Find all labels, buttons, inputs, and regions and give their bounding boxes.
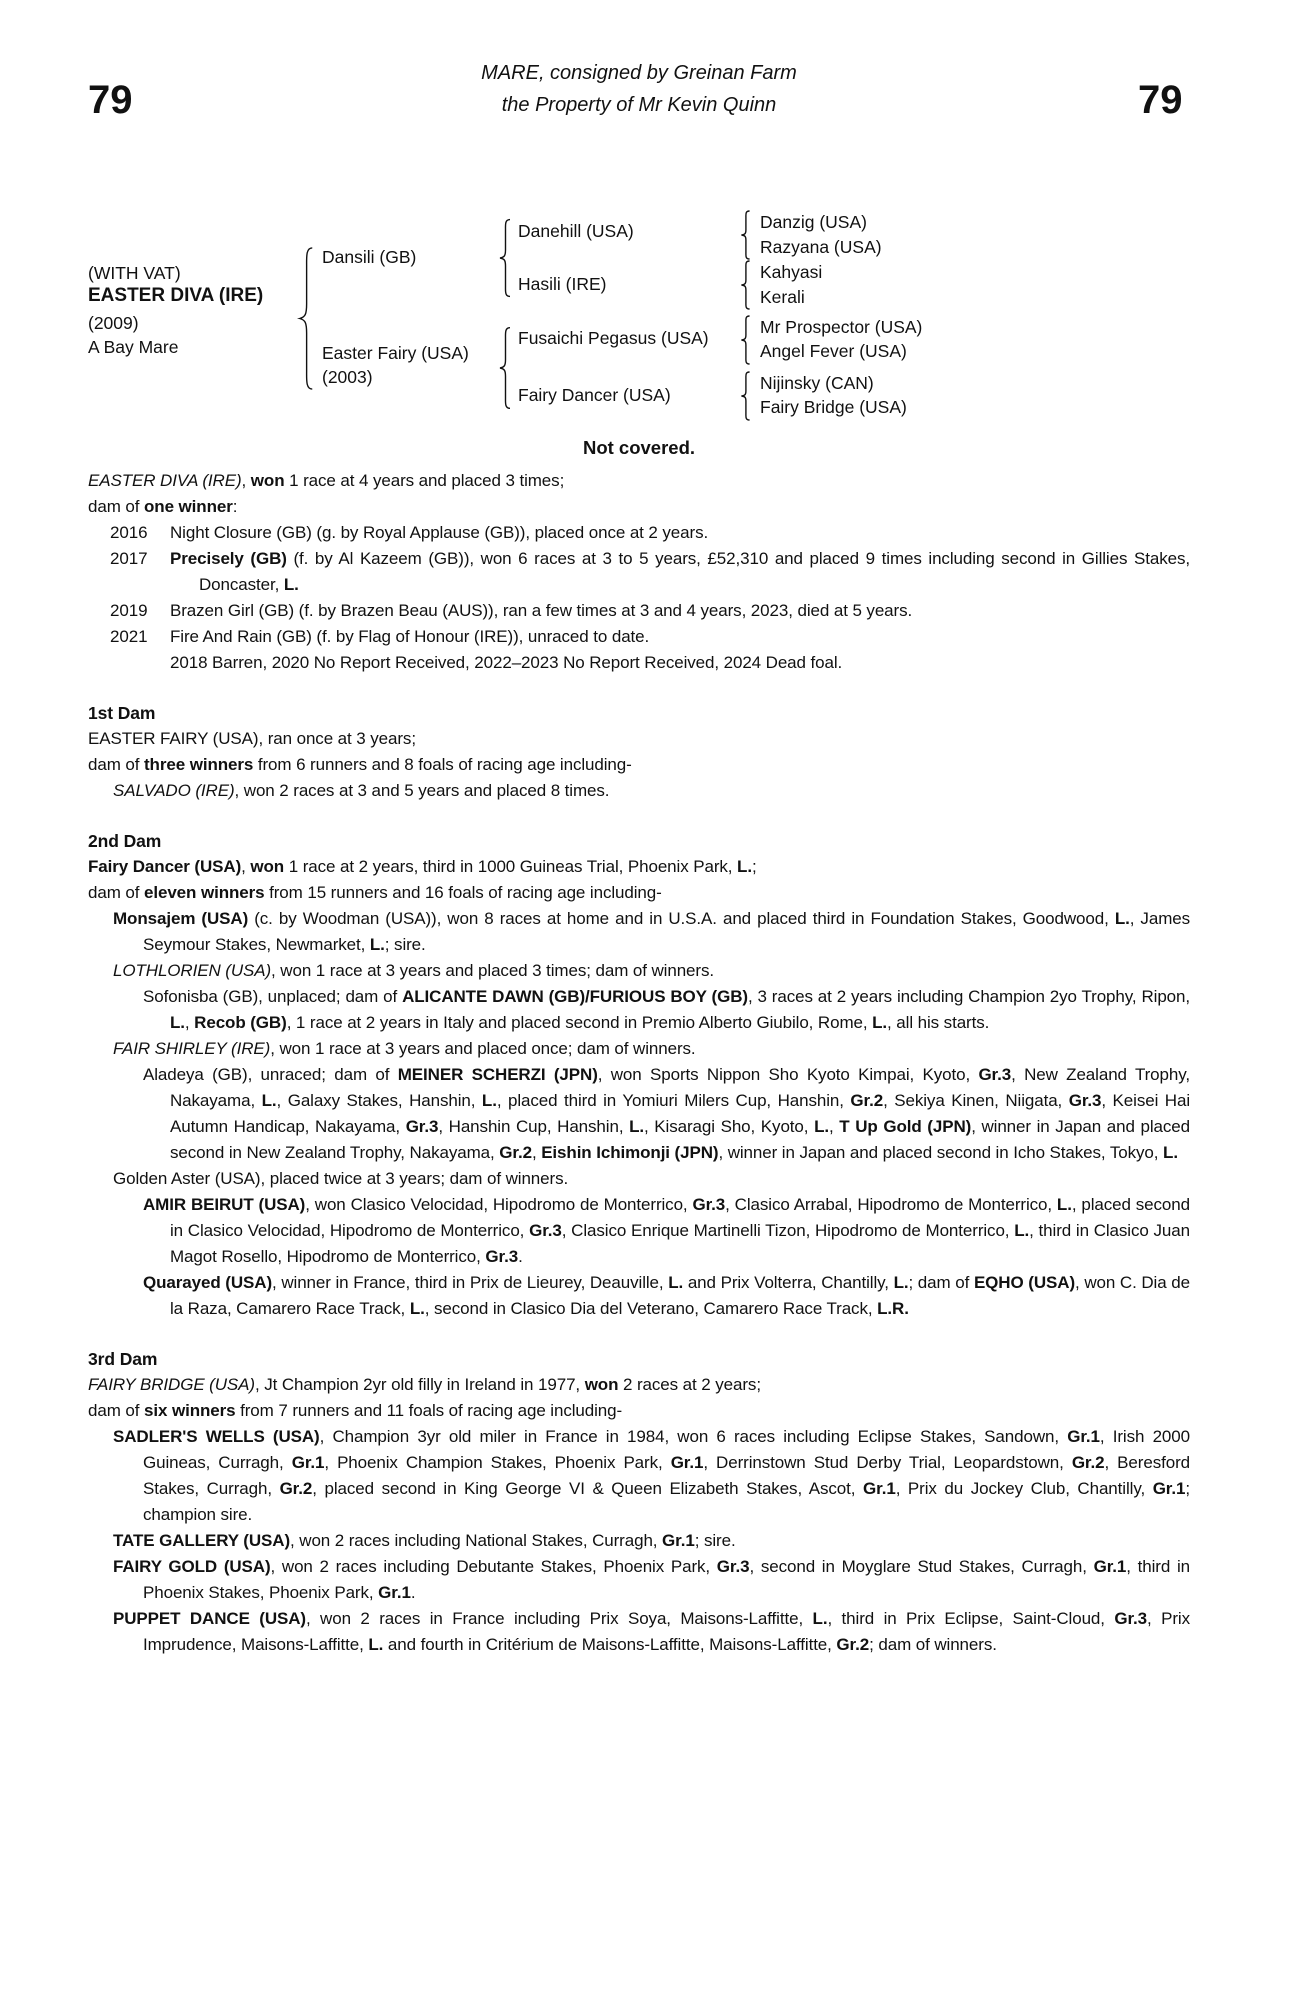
text-run: ; champion sire.	[143, 1479, 1190, 1524]
text-run: FAIRY GOLD (USA)	[113, 1557, 271, 1576]
text-run: , Clasico Arrabal, Hipodromo de Monterrico,	[725, 1195, 1057, 1214]
text-run: Golden Aster (USA), placed twice at 3 years; dam of winners.	[113, 1169, 569, 1188]
horse-year-foaled: (2009)	[88, 313, 139, 333]
text-run: FAIR SHIRLEY (IRE)	[113, 1039, 271, 1058]
text-run: Quarayed (USA)	[143, 1273, 273, 1292]
section-heading	[88, 1346, 1190, 1372]
text-run: Gr.3	[978, 1065, 1012, 1084]
text-run: , second in Moyglare Stud Stakes, Curragh,	[749, 1557, 1094, 1576]
text-run: , placed second in King George VI & Queen Elizabeth Stakes, Ascot,	[312, 1479, 863, 1498]
text-run: Gr.2	[1071, 1453, 1105, 1472]
sire-sire-name: Danehill (USA)	[518, 221, 634, 241]
text-run: , Kisaragi Sho, Kyoto,	[644, 1117, 815, 1136]
text-run: Eishin Ichimonji (JPN)	[541, 1143, 719, 1162]
text-run: from 7 runners and 11 foals of racing age including-	[235, 1401, 623, 1420]
pedigree-brace-icon	[296, 245, 316, 392]
pedigree-brace-icon	[739, 260, 752, 310]
text-run: L.	[737, 857, 752, 876]
text-run: , won 1 race at 3 years and placed once; dam of winners.	[270, 1039, 696, 1058]
ancestor-name: Fairy Bridge (USA)	[760, 397, 907, 417]
text-run: , third in Phoenix Stakes, Phoenix Park,	[143, 1557, 1190, 1602]
ancestor-name: Danzig (USA)	[760, 212, 867, 232]
text-run: PUPPET DANCE (USA)	[113, 1609, 306, 1628]
dam-sire-name: Fusaichi Pegasus (USA)	[518, 328, 709, 348]
catalogue-paragraph	[88, 1424, 1190, 1528]
text-run: , Irish 2000 Guineas, Curragh,	[143, 1427, 1190, 1472]
text-run: , won 2 races in France including Prix Soya, Maisons-Laffitte,	[305, 1609, 813, 1628]
text-run: , winner in Japan and placed second in New Zealand Trophy, Nakayama,	[170, 1117, 1190, 1162]
text-run: Fairy Dancer (USA)	[88, 857, 242, 876]
ancestor-name: Razyana (USA)	[760, 237, 882, 257]
text-run: ,	[531, 1143, 542, 1162]
ancestor-name: Nijinsky (CAN)	[760, 373, 874, 393]
text-run: LOTHLORIEN (USA)	[113, 961, 272, 980]
text-run: , placed second in Clasico Velocidad, Hipodromo de Monterrico,	[170, 1195, 1190, 1240]
catalogue-paragraph	[88, 906, 1190, 958]
catalogue-paragraph	[88, 1036, 1190, 1062]
text-run: , Jt Champion 2yr old filly in Ireland in 1977,	[254, 1375, 585, 1394]
dam-dam-name: Fairy Dancer (USA)	[518, 385, 671, 405]
text-run: Gr.1	[1067, 1427, 1100, 1446]
pedigree-brace-icon	[739, 315, 752, 365]
text-run: Gr.3	[692, 1195, 726, 1214]
text-run: , Galaxy Stakes, Hanshin,	[276, 1091, 482, 1110]
produce-record-row	[88, 624, 1190, 650]
text-run: L.	[261, 1091, 277, 1110]
text-run: L.	[1056, 1195, 1072, 1214]
text-run: L.	[1114, 909, 1130, 928]
covering-status: Not covered.	[582, 437, 696, 458]
ancestor-name: Kahyasi	[760, 262, 823, 282]
pedigree-brace-icon	[739, 371, 752, 421]
text-run: 2nd Dam	[88, 831, 162, 851]
text-run: dam of	[88, 497, 144, 516]
catalogue-paragraph	[88, 1554, 1190, 1606]
text-run: Gr.2	[499, 1143, 532, 1162]
text-run: Night Closure (GB) (g. by Royal Applause (GB)), placed once at 2 years.	[170, 523, 709, 542]
text-run: L.	[369, 935, 385, 954]
text-run: , won 2 races including National Stakes, Curragh,	[290, 1531, 663, 1550]
catalogue-paragraph	[88, 1166, 1190, 1192]
text-run: , third in Prix Eclipse, Saint-Cloud,	[827, 1609, 1115, 1628]
text-run: .	[410, 1583, 416, 1602]
text-run: Fire And Rain (GB) (f. by Flag of Honour (IRE)), unraced to date.	[170, 627, 650, 646]
text-run: dam of	[88, 883, 144, 902]
text-run: ALICANTE DAWN (GB)/FURIOUS BOY (GB)	[402, 987, 748, 1006]
text-run: EQHO (USA)	[973, 1273, 1076, 1292]
text-run: ; dam of	[908, 1273, 974, 1292]
text-run: 1st Dam	[88, 703, 156, 723]
text-run: , third in Clasico Juan Magot Rosello, Hipodromo de Monterrico,	[170, 1221, 1190, 1266]
text-run: eleven winners	[144, 883, 265, 902]
catalogue-paragraph	[88, 778, 1190, 804]
text-run: Gr.1	[863, 1479, 896, 1498]
text-run: , won C. Dia de la Raza, Camarero Race Track,	[170, 1273, 1190, 1318]
text-run: dam of	[88, 1401, 144, 1420]
pedigree-brace-icon	[497, 326, 513, 410]
catalogue-paragraph	[88, 1606, 1190, 1658]
text-run: L.	[481, 1091, 497, 1110]
text-run: TATE GALLERY (USA)	[113, 1531, 291, 1550]
text-run: ,	[184, 1013, 195, 1032]
text-run: , 3 races at 2 years including Champion 2yo Trophy, Ripon,	[747, 987, 1191, 1006]
horse-name: EASTER DIVA (IRE)	[88, 285, 264, 306]
text-run: T Up Gold (JPN)	[839, 1117, 972, 1136]
text-run: Gr.2	[850, 1091, 884, 1110]
section-heading	[88, 700, 1190, 726]
text-run: , won Sports Nippon Sho Kyoto Kimpai, Kyoto,	[597, 1065, 979, 1084]
text-run: L.	[872, 1013, 888, 1032]
text-run: ; sire.	[694, 1531, 736, 1550]
produce-record-row	[88, 520, 1190, 546]
section-heading	[88, 828, 1190, 854]
text-run: Gr.3	[1068, 1091, 1102, 1110]
text-run: , Prix Imprudence, Maisons-Laffitte,	[143, 1609, 1190, 1654]
text-run: L.	[812, 1609, 828, 1628]
vat-note: (WITH VAT)	[88, 263, 181, 283]
text-run: from 6 runners and 8 foals of racing age including-	[253, 755, 632, 774]
catalogue-paragraph	[88, 650, 1190, 676]
text-run: Gr.1	[378, 1583, 411, 1602]
lot-number-right: 79	[1138, 78, 1183, 122]
text-run: AMIR BEIRUT (USA)	[143, 1195, 306, 1214]
sire-name: Dansili (GB)	[322, 247, 417, 267]
ancestor-name: Kerali	[760, 287, 805, 307]
text-run: L.R.	[877, 1299, 909, 1318]
horse-description: A Bay Mare	[88, 337, 179, 357]
text-run: L.	[368, 1635, 384, 1654]
foal-year: 2017	[110, 549, 148, 568]
pedigree-brace-icon	[497, 218, 513, 298]
text-run: Brazen Girl (GB) (f. by Brazen Beau (AUS)), ran a few times at 3 and 4 years, 2023, died at 5 years.	[170, 601, 913, 620]
catalogue-paragraph	[88, 1372, 1190, 1398]
text-run: , New Zealand Trophy, Nakayama,	[170, 1065, 1190, 1110]
text-run: Gr.3	[716, 1557, 750, 1576]
text-run: Gr.3	[485, 1247, 519, 1266]
sire-dam-name: Hasili (IRE)	[518, 274, 607, 294]
text-run: , 1 race at 2 years in Italy and placed second in Premio Alberto Giubilo, Rome,	[286, 1013, 873, 1032]
catalogue-paragraph	[88, 880, 1190, 906]
text-run: 2018 Barren, 2020 No Report Received, 2022–2023 No Report Received, 2024 Dead foal.	[170, 653, 843, 672]
text-run: , Beresford Stakes, Curragh,	[143, 1453, 1190, 1498]
catalogue-paragraph	[88, 1270, 1190, 1322]
text-run: L.	[283, 575, 299, 594]
text-run: MEINER SCHERZI (JPN)	[397, 1065, 598, 1084]
text-run: L.	[893, 1273, 909, 1292]
text-run: L.	[170, 1013, 185, 1032]
text-run: L.	[409, 1299, 425, 1318]
text-run: .	[518, 1247, 523, 1266]
text-run: , Keisei Hai Autumn Handicap, Nakayama,	[170, 1091, 1191, 1136]
catalogue-paragraph	[88, 984, 1190, 1036]
text-run: (c. by Woodman (USA)), won 8 races at home and in U.S.A. and placed third in Foundation Stakes, Goodwood,	[248, 909, 1115, 928]
text-run: , Phoenix Champion Stakes, Phoenix Park,	[324, 1453, 671, 1472]
text-run: , James Seymour Stakes, Newmarket,	[143, 909, 1191, 954]
text-run: 3rd Dam	[88, 1349, 158, 1369]
text-run: , winner in France, third in Prix de Lieurey, Deauville,	[272, 1273, 669, 1292]
text-run: , winner in Japan and placed second in Icho Stakes, Tokyo,	[718, 1143, 1164, 1162]
text-run: , Hanshin Cup, Hanshin,	[438, 1117, 630, 1136]
catalogue-paragraph	[88, 1192, 1190, 1270]
ancestor-name: Mr Prospector (USA)	[760, 317, 923, 337]
text-run: and Prix Volterra, Chantilly,	[683, 1273, 894, 1292]
text-run: , Champion 3yr old miler in France in 1984, won 6 races including Eclipse Stakes, Sandown,	[319, 1427, 1068, 1446]
text-run: L.	[814, 1117, 829, 1136]
text-run: 1 race at 2 years, third in 1000 Guineas Trial, Phoenix Park,	[284, 857, 738, 876]
text-run: ;	[751, 857, 757, 876]
text-run: dam of	[88, 755, 144, 774]
pedigree-brace-icon	[739, 210, 752, 260]
text-run: Gr.1	[1093, 1557, 1127, 1576]
ancestor-name: Angel Fever (USA)	[760, 341, 907, 361]
text-run: FAIRY BRIDGE (USA)	[88, 1375, 255, 1394]
text-run: EASTER FAIRY (USA), ran once at 3 years;	[88, 729, 416, 748]
dam-year-foaled: (2003)	[322, 367, 373, 387]
text-run: 1 race at 4 years and placed 3 times;	[284, 471, 565, 490]
text-run: six winners	[144, 1401, 236, 1420]
foal-year: 2019	[110, 601, 148, 620]
text-run: , won Clasico Velocidad, Hipodromo de Monterrico,	[305, 1195, 693, 1214]
text-run: Gr.2	[279, 1479, 313, 1498]
text-run: Gr.3	[529, 1221, 562, 1240]
text-run: L.	[668, 1273, 684, 1292]
text-run: , won 2 races including Debutante Stakes, Phoenix Park,	[270, 1557, 717, 1576]
catalogue-paragraph	[88, 958, 1190, 984]
text-run: ,	[241, 471, 251, 490]
text-run: Gr.1	[670, 1453, 704, 1472]
text-run: , won 2 races at 3 and 5 years and placed 8 times.	[234, 781, 610, 800]
catalogue-text	[88, 468, 1190, 1658]
text-run: Recob (GB)	[194, 1013, 287, 1032]
text-run: Aladeya (GB), unraced; dam of	[143, 1065, 398, 1084]
text-run: won	[250, 857, 285, 876]
text-run: Gr.3	[405, 1117, 439, 1136]
text-run: ,	[828, 1117, 840, 1136]
text-run: L.	[629, 1117, 645, 1136]
text-run: Gr.3	[1114, 1609, 1148, 1628]
text-run: :	[232, 497, 238, 516]
text-run: , Sekiya Kinen, Niigata,	[883, 1091, 1069, 1110]
text-run: and fourth in Critérium de Maisons-Laffitte, Maisons-Laffitte,	[383, 1635, 837, 1654]
produce-record-row	[88, 598, 1190, 624]
text-run: (f. by Al Kazeem (GB)), won 6 races at 3 to 5 years, £52,310 and placed 9 times including second in Gillies Stakes, Doncaster,	[199, 549, 1190, 594]
text-run: ; dam of winners.	[869, 1635, 997, 1654]
text-run: Gr.1	[662, 1531, 695, 1550]
foal-year: 2021	[110, 627, 148, 646]
catalogue-paragraph	[88, 1528, 1190, 1554]
text-run: from 15 runners and 16 foals of racing age including-	[264, 883, 662, 902]
catalogue-paragraph	[88, 726, 1190, 752]
catalogue-paragraph	[88, 854, 1190, 880]
catalogue-paragraph	[88, 1062, 1190, 1166]
text-run: Gr.1	[291, 1453, 325, 1472]
text-run: won	[250, 471, 285, 490]
text-run: Gr.1	[1152, 1479, 1186, 1498]
produce-record-row	[88, 546, 1190, 598]
text-run: , placed third in Yomiuri Milers Cup, Hanshin,	[496, 1091, 851, 1110]
text-run: SALVADO (IRE)	[113, 781, 235, 800]
pedigree-table	[88, 200, 1248, 425]
text-run: , second in Clasico Dia del Veterano, Camarero Race Track,	[424, 1299, 878, 1318]
text-run: , won 1 race at 3 years and placed 3 times; dam of winners.	[271, 961, 714, 980]
dam-name: Easter Fairy (USA)	[322, 343, 469, 363]
text-run: won	[584, 1375, 619, 1394]
text-run: Monsajem (USA)	[113, 909, 249, 928]
text-run: L.	[1014, 1221, 1030, 1240]
text-run: one winner	[144, 497, 233, 516]
catalogue-paragraph	[88, 752, 1190, 778]
text-run: , Clasico Enrique Martinelli Tizon, Hipodromo de Monterrico,	[561, 1221, 1015, 1240]
property-line: the Property of Mr Kevin Quinn	[501, 94, 777, 116]
foal-year: 2016	[110, 523, 148, 542]
text-run: 2 races at 2 years;	[618, 1375, 761, 1394]
text-run: ,	[241, 857, 251, 876]
consignor-line: MARE, consigned by Greinan Farm	[481, 62, 797, 84]
lot-number-left: 79	[88, 78, 133, 122]
text-run: Precisely (GB)	[170, 549, 287, 568]
text-run: L.	[1163, 1143, 1178, 1162]
text-run: , Prix du Jockey Club, Chantilly,	[895, 1479, 1153, 1498]
catalogue-paragraph	[88, 468, 1190, 494]
text-run: EASTER DIVA (IRE)	[88, 471, 242, 490]
catalogue-paragraph	[88, 494, 1190, 520]
text-run: SADLER'S WELLS (USA)	[113, 1427, 320, 1446]
text-run: ; sire.	[384, 935, 426, 954]
text-run: , all his starts.	[887, 1013, 990, 1032]
text-run: , Derrinstown Stud Derby Trial, Leopardstown,	[703, 1453, 1072, 1472]
text-run: Sofonisba (GB), unplaced; dam of	[143, 987, 403, 1006]
text-run: three winners	[144, 755, 254, 774]
catalogue-paragraph	[88, 1398, 1190, 1424]
text-run: Gr.2	[836, 1635, 870, 1654]
